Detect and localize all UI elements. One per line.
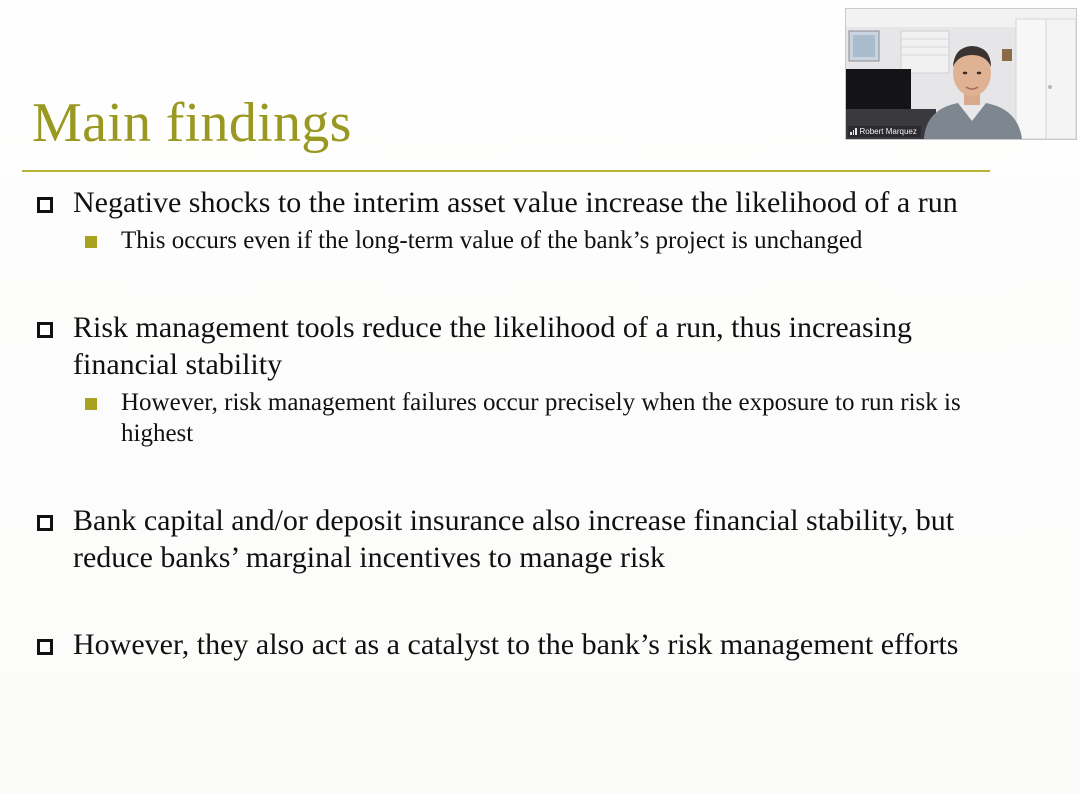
- square-bullet-icon: [37, 197, 53, 213]
- sub-bullet-item: [80, 387, 992, 449]
- sub-bullet-text: This occurs even if the long-term value of the bank’s project is unchanged: [121, 227, 863, 254]
- title-divider: [22, 170, 990, 172]
- bullet-item: [32, 502, 992, 576]
- bullet-item: [32, 626, 992, 663]
- signal-bars-icon: [850, 128, 857, 135]
- square-bullet-icon: [37, 515, 53, 531]
- bullet-text: Risk management tools reduce the likelihood of a run, thus increasing financial stability: [73, 311, 912, 381]
- sub-bullet-item: [80, 225, 992, 256]
- bullet-text: Negative shocks to the interim asset value increase the likelihood of a run: [73, 186, 958, 219]
- bullet-list: [32, 184, 992, 663]
- bullet-item: [32, 309, 992, 383]
- bullet-item: [32, 184, 992, 221]
- sub-bullet-text: However, risk management failures occur precisely when the exposure to run risk is highest: [121, 389, 961, 447]
- slide-title: Main findings: [32, 92, 352, 154]
- participant-name: Robert Marquez: [859, 127, 917, 136]
- filled-square-bullet-icon: [85, 398, 97, 410]
- filled-square-bullet-icon: [85, 236, 97, 248]
- bullet-text: However, they also act as a catalyst to the bank’s risk management efforts: [73, 628, 959, 661]
- participant-name-label: [848, 126, 921, 137]
- video-feed: [846, 9, 1076, 139]
- participant-video-tile[interactable]: [845, 8, 1077, 140]
- square-bullet-icon: [37, 639, 53, 655]
- bullet-text: Bank capital and/or deposit insurance also increase financial stability, but reduce banks’ marginal incentives to manage risk: [73, 504, 955, 574]
- square-bullet-icon: [37, 322, 53, 338]
